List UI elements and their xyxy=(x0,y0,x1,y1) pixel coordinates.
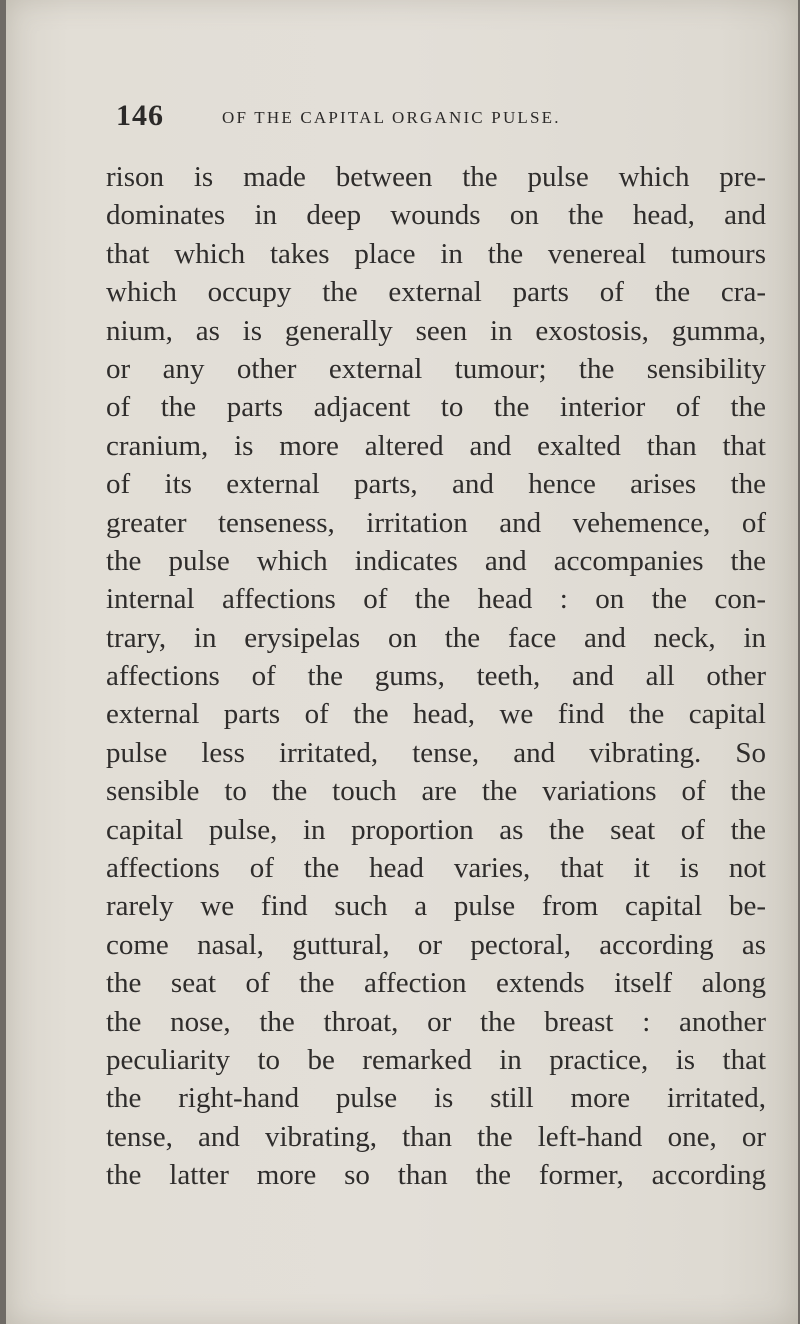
book-page xyxy=(6,0,798,1324)
text-line: or any other external tumour; the sensibility xyxy=(106,352,766,385)
text-line: capital pulse, in proportion as the seat of the xyxy=(106,813,766,846)
text-line: pulse less irritated, tense, and vibrating. So xyxy=(106,736,766,769)
text-line: external parts of the head, we find the capital xyxy=(106,698,766,731)
text-line: nium, as is generally seen in exostosis, gumma, xyxy=(106,314,766,347)
text-line: which occupy the external parts of the cra- xyxy=(106,276,766,309)
running-title: OF THE CAPITAL ORGANIC PULSE. xyxy=(222,108,561,127)
text-line: dominates in deep wounds on the head, and xyxy=(106,199,766,232)
text-line: rison is made between the pulse which pre- xyxy=(106,161,766,193)
text-line: rarely we find such a pulse from capital be- xyxy=(106,890,766,923)
text-line: greater tenseness, irritation and vehemence, of xyxy=(106,506,766,539)
text-line: affections of the head varies, that it is not xyxy=(106,852,766,885)
text-line: affections of the gums, teeth, and all other xyxy=(106,660,766,693)
page-number: 146 xyxy=(116,99,164,132)
text-line: that which takes place in the venereal tumours xyxy=(106,237,766,270)
text-line: of its external parts, and hence arises the xyxy=(106,468,766,501)
text-line: tense, and vibrating, than the left-hand one, or xyxy=(106,1120,766,1153)
text-line: cranium, is more altered and exalted than that xyxy=(106,429,766,462)
text-line: the pulse which indicates and accompanies the xyxy=(106,544,766,577)
text-line: the seat of the affection extends itself along xyxy=(106,967,766,1000)
body-text xyxy=(106,158,766,1195)
text-line: of the parts adjacent to the interior of the xyxy=(106,391,766,424)
text-line: come nasal, guttural, or pectoral, according as xyxy=(106,928,766,961)
text-line: the latter more so than the former, according xyxy=(106,1159,766,1192)
text-line: trary, in erysipelas on the face and neck, in xyxy=(106,621,766,654)
text-line: the nose, the throat, or the breast : another xyxy=(106,1005,766,1038)
page-header xyxy=(116,98,676,138)
text-line: sensible to the touch are the variations of the xyxy=(106,775,766,808)
text-line: peculiarity to be remarked in practice, is that xyxy=(106,1043,766,1076)
text-line: internal affections of the head : on the con- xyxy=(106,583,766,616)
text-line: the right-hand pulse is still more irritated, xyxy=(106,1082,766,1115)
